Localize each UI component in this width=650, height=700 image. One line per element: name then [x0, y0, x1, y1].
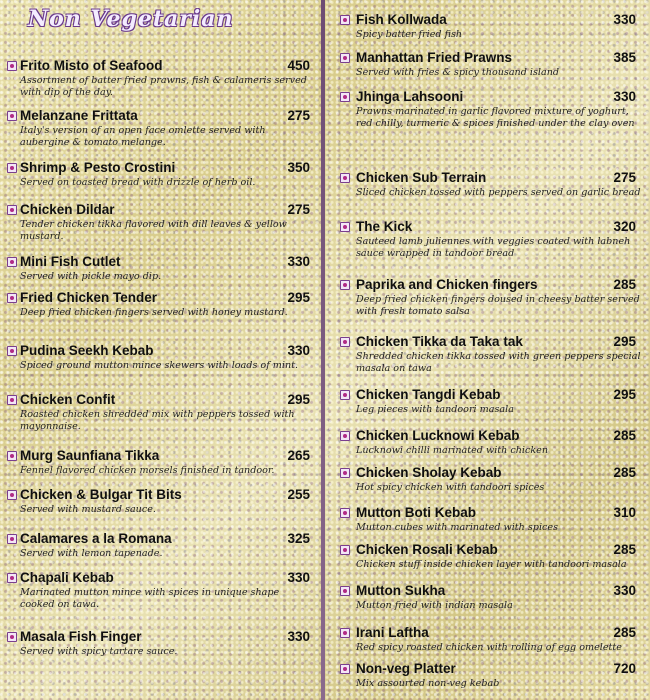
item-description: Roasted chicken shredded mix with peppers tossed with mayonnaise.	[20, 409, 295, 432]
item-description: Chicken stuff inside chicken layer with tandoori masala	[356, 559, 627, 570]
item-description: Sauteed lamb juliennes with veggies coated with labneh sauce wrapped in tandoor bread	[356, 236, 631, 259]
bullet-icon	[7, 346, 17, 356]
bullet-icon	[340, 508, 350, 518]
item-name: Jhinga Lahsooni	[356, 89, 464, 104]
item-price: 255	[287, 487, 310, 502]
bullet-icon	[7, 205, 17, 215]
item-name: Shrimp & Pesto Crostini	[20, 160, 176, 175]
item-description: Mutton fried with indian masala	[356, 600, 513, 611]
bullet-icon	[340, 53, 350, 63]
item-description: Red spicy roasted chicken with rolling of egg omelette	[356, 642, 622, 653]
item-price: 295	[613, 387, 636, 402]
item-name: Pudina Seekh Kebab	[20, 343, 154, 358]
bullet-icon	[7, 490, 17, 500]
item-name: Chicken Rosali Kebab	[356, 542, 498, 557]
item-price: 285	[613, 428, 636, 443]
item-description: Italy's version of an open face omlette served with aubergine & tomato melange.	[20, 125, 266, 148]
item-description: Prawns marinated in garlic flavored mixture of yoghurt, red chilly, turmeric & spices finished under the clay oven	[356, 106, 635, 129]
item-price: 295	[613, 334, 636, 349]
item-description: Tender chicken tikka flavored with dill leaves & yellow mustard.	[20, 219, 287, 242]
column-divider	[321, 0, 325, 700]
item-price: 295	[287, 290, 310, 305]
item-name: Mutton Sukha	[356, 583, 446, 598]
bullet-icon	[340, 664, 350, 674]
item-description: Served with mustard sauce.	[20, 504, 156, 515]
item-description: Hot spicy chicken with tandoori spices	[356, 482, 545, 493]
item-price: 450	[287, 58, 310, 73]
item-price: 320	[613, 219, 636, 234]
item-description: Leg pieces with tandoori masala	[356, 404, 514, 415]
item-name: Chicken Sholay Kebab	[356, 465, 502, 480]
bullet-icon	[340, 222, 350, 232]
bullet-icon	[340, 280, 350, 290]
item-description: Shredded chicken tikka tossed with green peppers special masala on tawa	[356, 351, 641, 374]
item-name: The Kick	[356, 219, 413, 234]
item-name: Fried Chicken Tender	[20, 290, 158, 305]
item-price: 285	[613, 542, 636, 557]
bullet-icon	[340, 173, 350, 183]
item-name: Melanzane Frittata	[20, 108, 138, 123]
item-name: Chicken Confit	[20, 392, 116, 407]
item-name: Chicken Lucknowi Kebab	[356, 428, 520, 443]
item-description: Served with lemon tapenade.	[20, 548, 163, 559]
item-name: Mutton Boti Kebab	[356, 505, 476, 520]
item-name: Fish Kollwada	[356, 12, 447, 27]
item-description: Served on toasted bread with drizzle of herb oil.	[20, 177, 256, 188]
bullet-icon	[7, 163, 17, 173]
bullet-icon	[340, 431, 350, 441]
bullet-icon	[7, 534, 17, 544]
item-price: 285	[613, 465, 636, 480]
bullet-icon	[7, 293, 17, 303]
item-name: Non-veg Platter	[356, 661, 456, 676]
bullet-icon	[7, 61, 17, 71]
item-description: Deep fried chicken fingers served with honey mustard.	[20, 307, 288, 318]
item-description: Served with fries & spicy thousand island	[356, 67, 560, 78]
item-price: 385	[613, 50, 636, 65]
item-price: 295	[287, 392, 310, 407]
item-description: Mutton cubes with marinated with spices	[356, 522, 558, 533]
item-price: 330	[287, 570, 310, 585]
item-description: Served with pickle mayo dip.	[20, 271, 162, 282]
item-description: Served with spicy tartare sauce.	[20, 646, 178, 657]
item-price: 330	[287, 629, 310, 644]
bullet-icon	[340, 586, 350, 596]
item-name: Manhattan Fried Prawns	[356, 50, 513, 65]
bullet-icon	[7, 257, 17, 267]
item-price: 275	[613, 170, 636, 185]
item-name: Chicken Tangdi Kebab	[356, 387, 501, 402]
item-description: Spicy batter fried fish	[356, 29, 463, 40]
item-name: Chicken & Bulgar Tit Bits	[20, 487, 182, 502]
bullet-icon	[340, 468, 350, 478]
item-description: Lucknowi chilli marinated with chicken	[356, 445, 549, 456]
item-price: 350	[287, 160, 310, 175]
item-name: Murg Saunfiana Tikka	[20, 448, 160, 463]
bullet-icon	[340, 15, 350, 25]
item-price: 275	[287, 202, 310, 217]
bullet-icon	[7, 573, 17, 583]
item-name: Irani Laftha	[356, 625, 429, 640]
item-name: Chicken Sub Terrain	[356, 170, 487, 185]
bullet-icon	[340, 390, 350, 400]
item-name: Chicken Dildar	[20, 202, 115, 217]
bullet-icon	[7, 395, 17, 405]
bullet-icon	[340, 545, 350, 555]
item-price: 330	[613, 12, 636, 27]
item-name: Chapali Kebab	[20, 570, 114, 585]
item-price: 720	[613, 661, 636, 676]
bullet-icon	[7, 111, 17, 121]
item-name: Paprika and Chicken fingers	[356, 277, 538, 292]
item-name: Calamares a la Romana	[20, 531, 172, 546]
item-price: 330	[613, 89, 636, 104]
item-description: Marinated mutton mince with spices in unique shape cooked on tawa.	[20, 587, 280, 610]
section-heading: Non Vegetarian	[28, 6, 234, 32]
bullet-icon	[340, 337, 350, 347]
item-name: Mini Fish Cutlet	[20, 254, 121, 269]
item-name: Chicken Tikka da Taka tak	[356, 334, 523, 349]
item-description: Deep fried chicken fingers doused in cheesy batter served with fresh tomato salsa	[356, 294, 640, 317]
bullet-icon	[340, 92, 350, 102]
item-name: Frito Misto of Seafood	[20, 58, 163, 73]
item-name: Masala Fish Finger	[20, 629, 142, 644]
item-description: Assortment of batter fried prawns, fish & calameris served with dip of the day.	[20, 75, 307, 98]
item-description: Fennel flavored chicken morsels finished in tandoor.	[20, 465, 275, 476]
item-price: 285	[613, 277, 636, 292]
bullet-icon	[7, 451, 17, 461]
item-description: Mix assourted non-veg kebab	[356, 678, 500, 689]
item-price: 265	[287, 448, 310, 463]
item-price: 330	[613, 583, 636, 598]
item-price: 325	[287, 531, 310, 546]
item-description: Spiced ground mutton mince skewers with loads of mint.	[20, 360, 299, 371]
item-description: Sliced chicken tossed with peppers served on garlic bread	[356, 187, 641, 198]
bullet-icon	[340, 628, 350, 638]
item-price: 275	[287, 108, 310, 123]
item-price: 310	[613, 505, 636, 520]
item-price: 330	[287, 343, 310, 358]
item-price: 285	[613, 625, 636, 640]
item-price: 330	[287, 254, 310, 269]
bullet-icon	[7, 632, 17, 642]
